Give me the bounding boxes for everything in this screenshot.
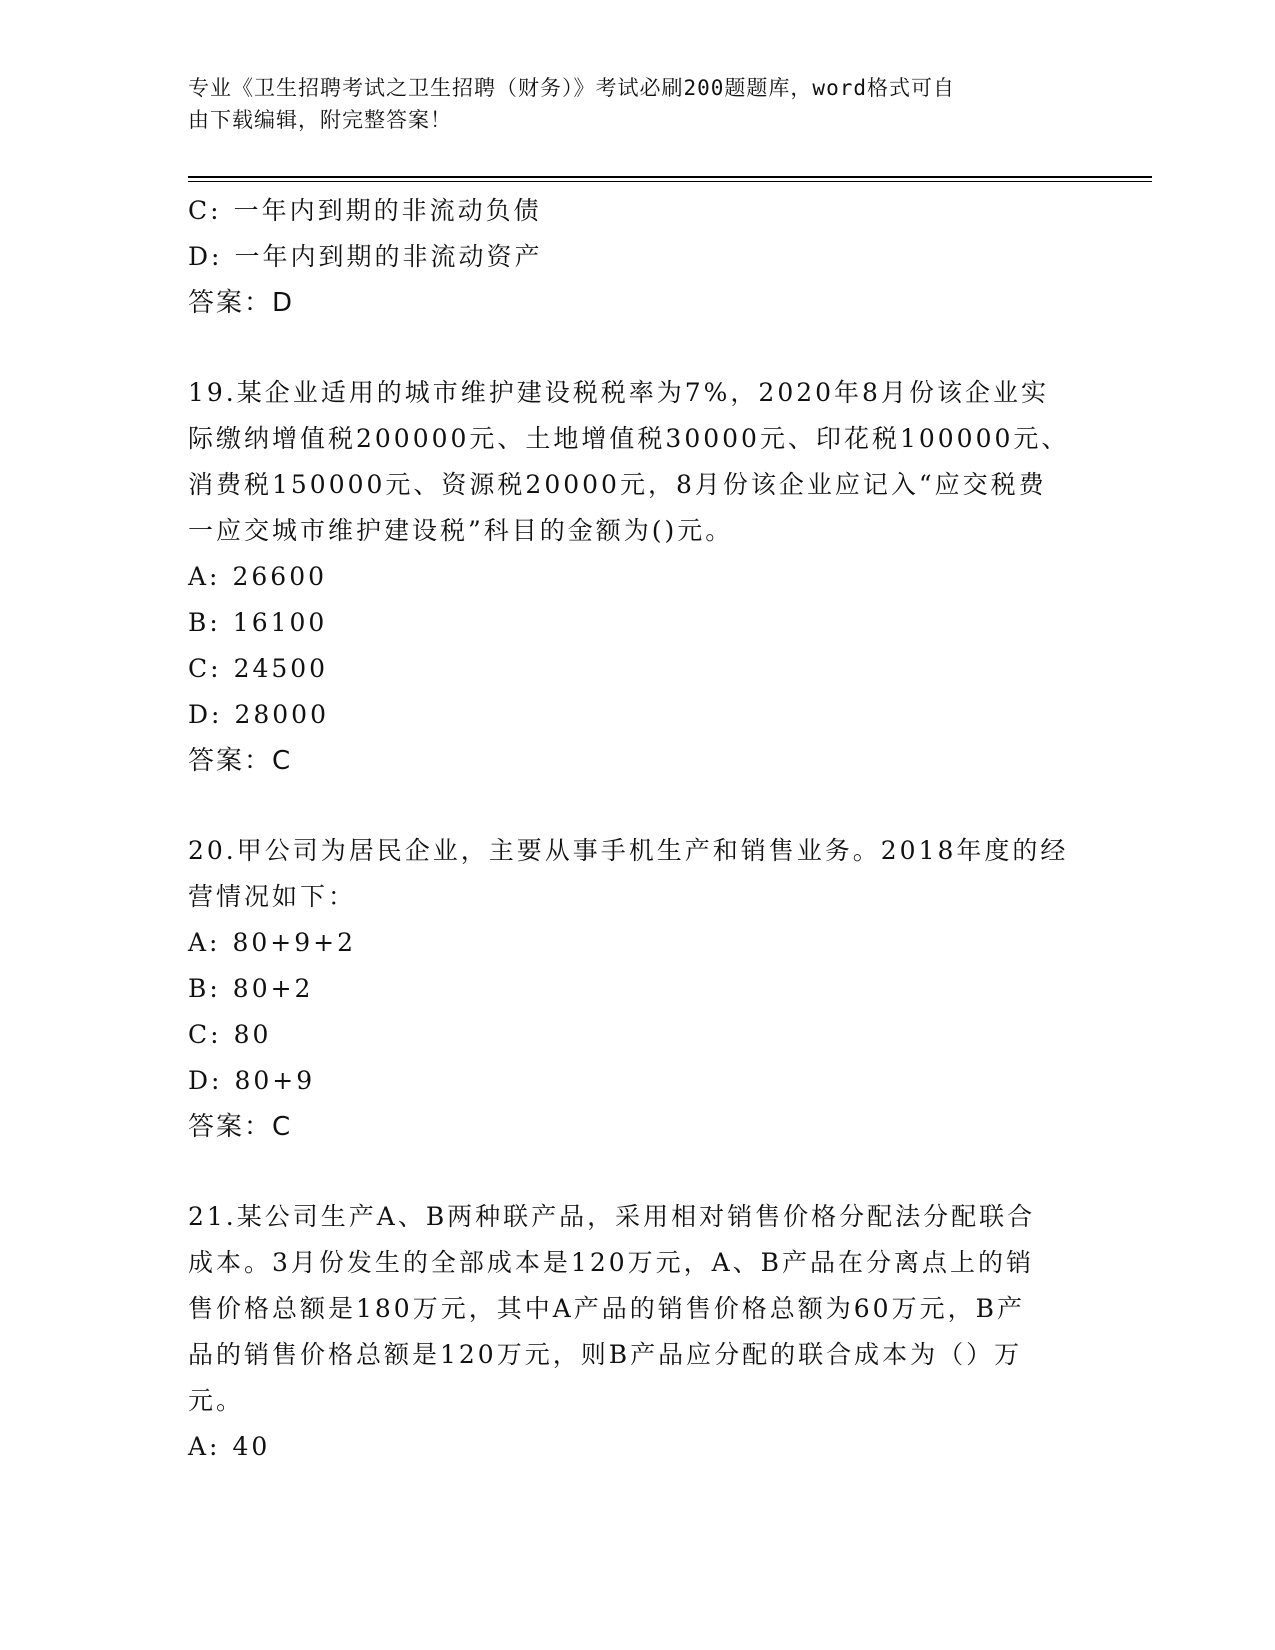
option-key: A: — [188, 562, 221, 591]
question-21 — [188, 1194, 1088, 1470]
option-d — [188, 692, 1088, 738]
document-header — [188, 72, 1068, 136]
header-rule-thin — [188, 181, 1152, 182]
option-key: A: — [188, 1432, 221, 1461]
header-title-line-1: 专业《卫生招聘考试之卫生招聘（财务）》考试必刷200题题库，word格式可自 — [188, 76, 955, 100]
option-key: D: — [188, 242, 223, 271]
option-text: 一年内到期的非流动负债 — [233, 196, 542, 225]
option-text: 80+9+2 — [232, 928, 357, 957]
option-text: 一年内到期的非流动资产 — [234, 242, 543, 271]
answer-line: 答案：D — [188, 288, 295, 318]
option-text: 16100 — [232, 608, 328, 637]
question-text-line: 21.某公司生产A、B两种联产品，采用相对销售价格分配法分配联合 — [188, 1202, 1036, 1231]
option-key: C: — [188, 196, 222, 225]
option-key: B: — [188, 974, 221, 1003]
question-19 — [188, 370, 1088, 784]
option-d — [188, 234, 1088, 280]
prev-question — [188, 188, 1088, 326]
option-text: 28000 — [234, 700, 329, 729]
question-text-line: 际缴纳增值税200000元、土地增值税30000元、印花税100000元、 — [188, 424, 1070, 453]
header-title-line-2: 由下载编辑，附完整答案！ — [188, 108, 452, 132]
option-text: 80+9 — [234, 1066, 316, 1095]
spacer — [188, 1150, 1088, 1194]
option-b — [188, 966, 1088, 1012]
option-c — [188, 646, 1088, 692]
option-a — [188, 920, 1088, 966]
question-text-line: 元。 — [188, 1386, 245, 1415]
question-text-line: 售价格总额是180万元，其中A产品的销售价格总额为60万元，B产 — [188, 1294, 1025, 1323]
option-c — [188, 1012, 1088, 1058]
spacer — [188, 784, 1088, 828]
header-rule-thick — [188, 176, 1152, 178]
option-key: C: — [188, 1020, 222, 1049]
option-key: C: — [188, 654, 222, 683]
option-text: 26600 — [232, 562, 328, 591]
question-text-line: 20.甲公司为居民企业，主要从事手机生产和销售业务。2018年度的经 — [188, 836, 1069, 865]
option-c — [188, 188, 1088, 234]
option-a — [188, 1424, 1088, 1470]
question-text-line: 一应交城市维护建设税”科目的金额为()元。 — [188, 516, 734, 545]
question-20 — [188, 828, 1088, 1150]
option-text: 24500 — [233, 654, 329, 683]
option-key: A: — [188, 928, 221, 957]
option-text: 80+2 — [232, 974, 314, 1003]
question-text-line: 消费税150000元、资源税20000元，8月份该企业应记入“应交税费 — [188, 470, 1047, 499]
question-text-line: 营情况如下： — [188, 882, 357, 911]
option-key: B: — [188, 608, 221, 637]
option-key: D: — [188, 1066, 223, 1095]
option-d — [188, 1058, 1088, 1104]
option-key: D: — [188, 700, 223, 729]
option-text: 80 — [233, 1020, 272, 1049]
answer-line: 答案：C — [188, 746, 293, 776]
option-a — [188, 554, 1088, 600]
option-b — [188, 600, 1088, 646]
spacer — [188, 326, 1088, 370]
question-text-line: 品的销售价格总额是120万元，则B产品应分配的联合成本为（）万 — [188, 1340, 1023, 1369]
answer-line: 答案：C — [188, 1112, 293, 1142]
question-text-line: 成本。3月份发生的全部成本是120万元，A、B产品在分离点上的销 — [188, 1248, 1035, 1277]
option-text: 40 — [232, 1432, 271, 1461]
document-body — [188, 188, 1088, 1470]
question-text-line: 19.某企业适用的城市维护建设税税率为7%，2020年8月份该企业实 — [188, 378, 1049, 407]
